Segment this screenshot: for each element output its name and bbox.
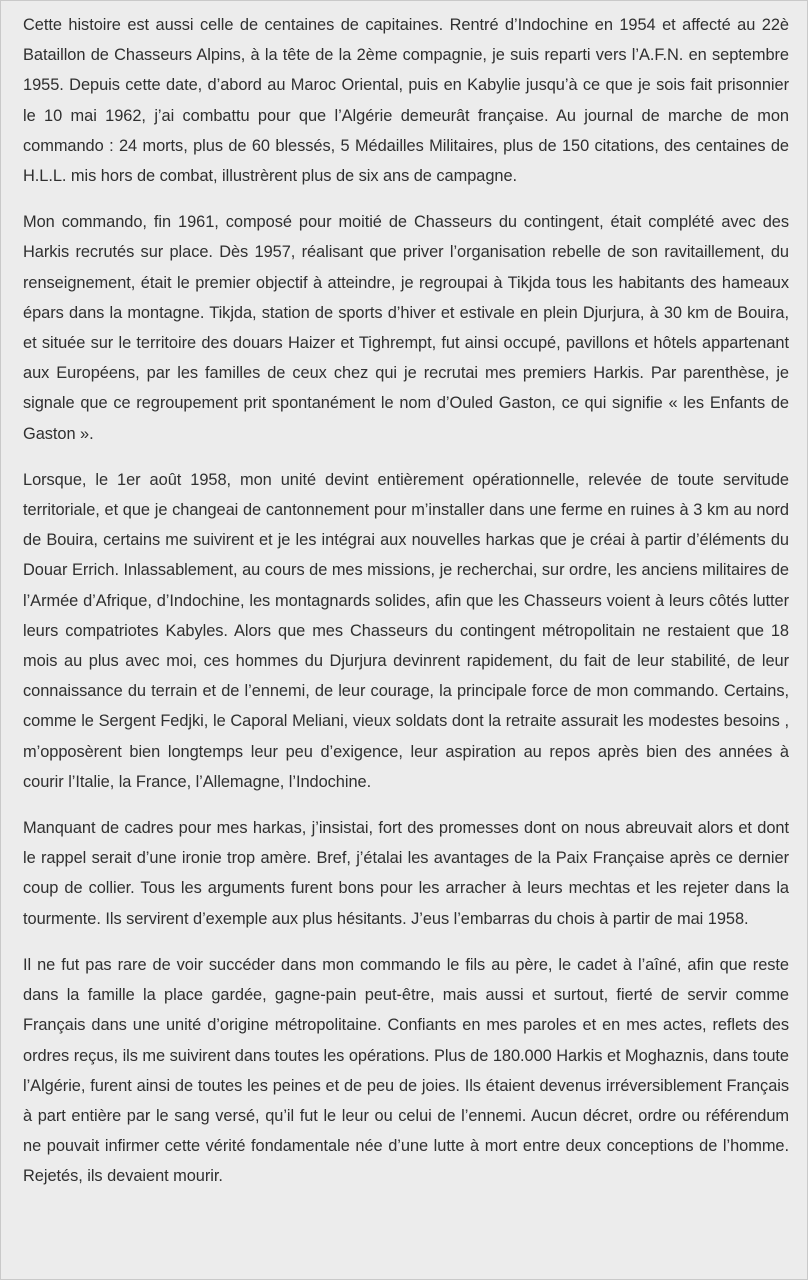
paragraph-2: Mon commando, fin 1961, composé pour moitié de Chasseurs du contingent, était complété avec des Harkis recrutés sur place. Dès 1957, réalisant que priver l’organisation rebelle de son ravitaillement, du renseignement, était le premier objectif à atteindre, je regroupai à Tikjda tous les habitants des hameaux épars dans la montagne. Tikjda, station de sports d’hiver et estivale en plein Djurjura, à 30 km de Bouira, et située sur le territoire des douars Haizer et Tighrempt, fut ainsi occupé, pavillons et hôtels appartenant aux Européens, par les familles de ceux chez qui je recrutai mes premiers Harkis. Par parenthèse, je signale que ce regroupement prit spontanément le nom d’Ouled Gaston, ce qui signifie « les Enfants de Gaston ». <box>23 213 789 443</box>
paragraph-4: Manquant de cadres pour mes harkas, j’insistai, fort des promesses dont on nous abreuvait alors et dont le rappel serait d’une ironie trop amère. Bref, j’étalai les avantages de la Paix Française après ce dernier coup de collier. Tous les arguments furent bons pour les arracher à leurs mechtas et les rejeter dans la tourmente. Ils servirent d’exemple aux plus hésitants. J’eus l’embarras du chois à partir de mai 1958. <box>23 819 789 928</box>
paragraph-1: Cette histoire est aussi celle de centaines de capitaines. Rentré d’Indochine en 1954 et affecté au 22è Bataillon de Chasseurs Alpins, à la tête de la 2ème compagnie, je suis reparti vers l’A.F.N. en septembre 1955. Depuis cette date, d’abord au Maroc Oriental, puis en Kabylie jusqu’à ce que je sois fait prisonnier le 10 mai 1962, j’ai combattu pour que l’Algérie demeurât française. Au journal de marche de mon commando : 24 morts, plus de 60 blessés, 5 Médailles Militaires, plus de 150 citations, des centaines de H.L.L. mis hors de combat, illustrèrent plus de six ans de campagne. <box>23 16 789 186</box>
paragraph-3: Lorsque, le 1er août 1958, mon unité devint entièrement opérationnelle, relevée de toute servitude territoriale, et que je changeai de cantonnement pour m’installer dans une ferme en ruines à 3 km au nord de Bouira, certains me suivirent et je les intégrai aux nouvelles harkas que je créai à partir d’éléments du Douar Errich. Inlassablement, au cours de mes missions, je recherchai, sur ordre, les anciens militaires de l’Armée d’Afrique, d’Indochine, les montagnards solides, afin que les Chasseurs voient à leurs côtés lutter leurs compatriotes Kabyles. Alors que mes Chasseurs du contingent métropolitain ne restaient que 18 mois au plus avec moi, ces hommes du Djurjura devinrent rapidement, du fait de leur stabilité, de leur connaissance du terrain et de l’ennemi, de leur courage, la principale force de mon commando. Certains, comme le Sergent Fedjki, le Caporal Meliani, vieux soldats dont la retraite assurait les modestes besoins , m’opposèrent bien longtemps leur peu d’exigence, leur aspiration au repos après bien des années à courir l’Italie, la France, l’Allemagne, l’Indochine. <box>23 470 789 791</box>
paragraph-5: Il ne fut pas rare de voir succéder dans mon commando le fils au père, le cadet à l’aîné, afin que reste dans la famille la place gardée, gagne-pain peut-être, mais aussi et surtout, fierté de servir comme Français dans une unité d’origine métropolitaine. Confiants en mes paroles et en mes actes, reflets des ordres reçus, ils me suivirent dans toutes les opérations. Plus de 180.000 Harkis et Moghaznis, dans toute l’Algérie, furent ainsi de toutes les peines et de peu de joies. Ils étaient devenus irréversiblement Français à part entière par le sang versé, qu’il fut le leur ou celui de l’ennemi. Aucun décret, ordre ou référendum ne pouvait infirmer cette vérité fondamentale née d’une lutte à mort entre deux conceptions de l’homme. Rejetés, ils devaient mourir. <box>23 955 789 1186</box>
